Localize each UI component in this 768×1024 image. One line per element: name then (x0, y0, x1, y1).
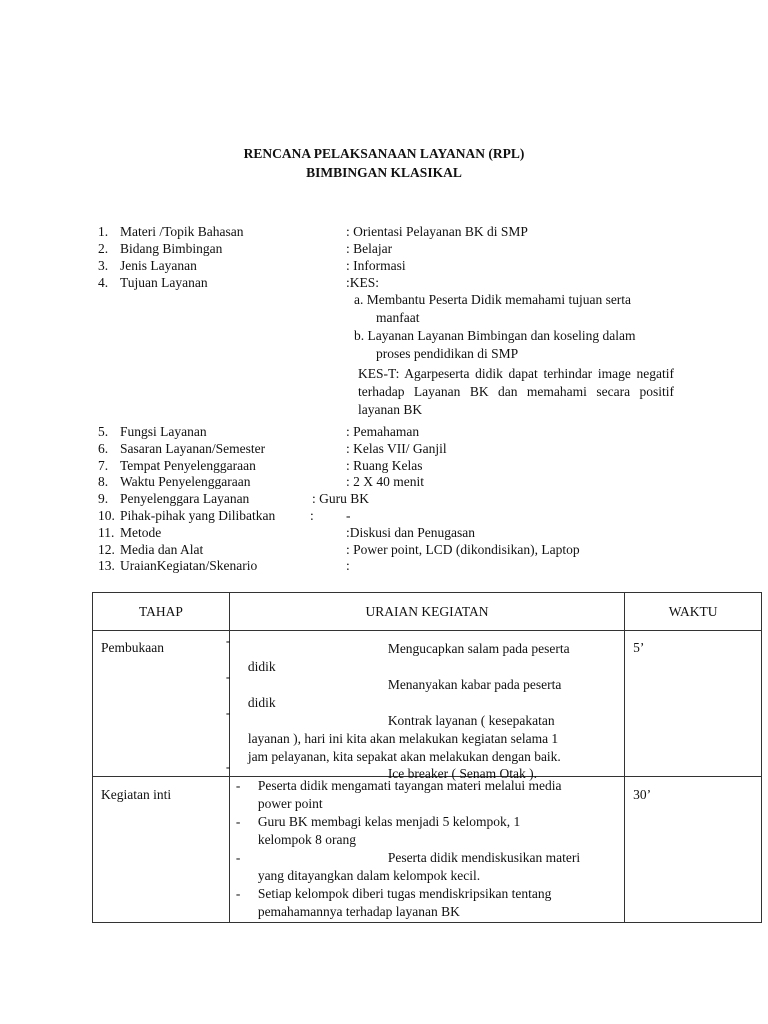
item-number: 7. (98, 458, 109, 473)
list-item: Mengucapkan salam pada peserta (387, 641, 570, 656)
list-item: power point (257, 796, 323, 811)
item-number: 13. (98, 558, 115, 573)
uraian-cell (225, 631, 624, 781)
waktu-cell (625, 777, 762, 923)
item-number: 8. (98, 474, 109, 489)
list-item: Peserta didik mengamati tayangan materi melalui media (257, 778, 562, 793)
list-item-dash: - (225, 633, 231, 648)
list-item: yang ditayangkan dalam kelompok kecil. (257, 868, 481, 883)
item-number: 1. (98, 224, 109, 239)
list-item-dash: - (235, 778, 241, 793)
list-item: Menanyakan kabar pada peserta (387, 677, 562, 692)
item-value: :Diskusi dan Penugasan (346, 525, 475, 540)
item-value-dash: - (346, 508, 351, 523)
item-value: : Orientasi Pelayanan BK di SMP (346, 224, 528, 239)
list-item-dash: - (225, 669, 231, 684)
header-uraian: URAIAN KEGIATAN (229, 593, 624, 631)
document-title: RENCANA PELAKSANAAN LAYANAN (RPL) (243, 146, 525, 161)
item-value: : Pemahaman (346, 424, 420, 439)
tujuan-a-line1: a. Membantu Peserta Didik memahami tujuan serta (354, 292, 632, 307)
list-item: Guru BK membagi kelas menjadi 5 kelompok, 1 (257, 814, 521, 829)
activity-table (92, 592, 762, 923)
table-row (93, 777, 762, 923)
list-item: pemahamannya terhadap layanan BK (257, 904, 460, 919)
tujuan-a-line2: manfaat (376, 310, 420, 325)
list-item: kelompok 8 orang (257, 832, 357, 847)
item-value: : Power point, LCD (dikondisikan), Laptop (346, 542, 580, 557)
table-row (93, 631, 762, 777)
item-value: :KES: (346, 275, 380, 290)
header-tahap: TAHAP (93, 593, 230, 631)
table-header-row (93, 593, 762, 631)
uraian-cell (229, 777, 624, 923)
item-label: Bidang Bimbingan (120, 241, 223, 256)
item-value: : Ruang Kelas (346, 458, 423, 473)
item-number: 3. (98, 258, 109, 273)
item-number: 6. (98, 441, 109, 456)
tahap-label: Pembukaan (101, 640, 164, 655)
item-label: Fungsi Layanan (120, 424, 207, 439)
item-number: 4. (98, 275, 109, 290)
list-item-dash: - (235, 886, 241, 901)
list-item: Kontrak layanan ( kesepakatan (387, 713, 555, 728)
document-subtitle: BIMBINGAN KLASIKAL (306, 165, 462, 180)
list-item: Setiap kelompok diberi tugas mendiskripsikan tentang (257, 886, 552, 901)
item-number: 9. (98, 491, 109, 506)
item-label: UraianKegiatan/Skenario (120, 558, 258, 573)
item-label: Materi /Topik Bahasan (120, 224, 244, 239)
tujuan-b-line2: proses pendidikan di SMP (376, 346, 519, 361)
list-item: didik (247, 659, 276, 674)
list-item: layanan ), hari ini kita akan melakukan kegiatan selama 1 (247, 731, 559, 746)
tujuan-b-line1: b. Layanan Layanan Bimbingan dan koseling dalam (354, 328, 636, 343)
tahap-cell (93, 777, 230, 923)
header-waktu: WAKTU (625, 593, 762, 631)
item-value: : Kelas VII/ Ganjil (346, 441, 447, 456)
item-label: Tempat Penyelenggaraan (120, 458, 256, 473)
waktu-value: 5’ (633, 640, 645, 655)
list-item: didik (247, 695, 276, 710)
item-number: 11. (98, 525, 115, 540)
list-item-dash: - (225, 759, 231, 774)
list-item: Peserta didik mendiskusikan materi (387, 850, 581, 865)
list-item-dash: - (225, 705, 231, 720)
item-value: : Guru BK (312, 491, 369, 506)
waktu-cell (625, 631, 762, 777)
item-value: : (346, 558, 350, 573)
item-value: : (310, 508, 314, 523)
item-label: Pihak-pihak yang Dilibatkan (120, 508, 276, 523)
item-number: 5. (98, 424, 109, 439)
item-label: Media dan Alat (120, 542, 204, 557)
item-number: 10. (98, 508, 115, 523)
list-item-dash: - (235, 850, 241, 865)
list-item-dash: - (235, 814, 241, 829)
waktu-value: 30’ (633, 787, 652, 802)
item-label: Tujuan Layanan (120, 275, 208, 290)
list-item: Ice breaker ( Senam Otak ). (387, 766, 537, 781)
tujuan-kest: KES-T: Agarpeserta didik dapat terhindar image negatif terhadap Layanan BK dan memahami secara positif layanan BK (358, 366, 674, 417)
item-value: : 2 X 40 menit (346, 474, 424, 489)
item-label: Penyelenggara Layanan (120, 491, 250, 506)
tahap-cell (93, 631, 230, 777)
item-label: Sasaran Layanan/Semester (120, 441, 266, 456)
item-label: Waktu Penyelenggaraan (120, 474, 251, 489)
item-label: Metode (120, 525, 162, 540)
item-value: : Informasi (346, 258, 406, 273)
tahap-label: Kegiatan inti (101, 787, 172, 802)
item-label: Jenis Layanan (120, 258, 197, 273)
list-item: jam pelayanan, kita sepakat akan melakukan dengan baik. (247, 749, 561, 764)
item-value: : Belajar (346, 241, 393, 256)
item-number: 12. (98, 542, 115, 557)
item-number: 2. (98, 241, 109, 256)
